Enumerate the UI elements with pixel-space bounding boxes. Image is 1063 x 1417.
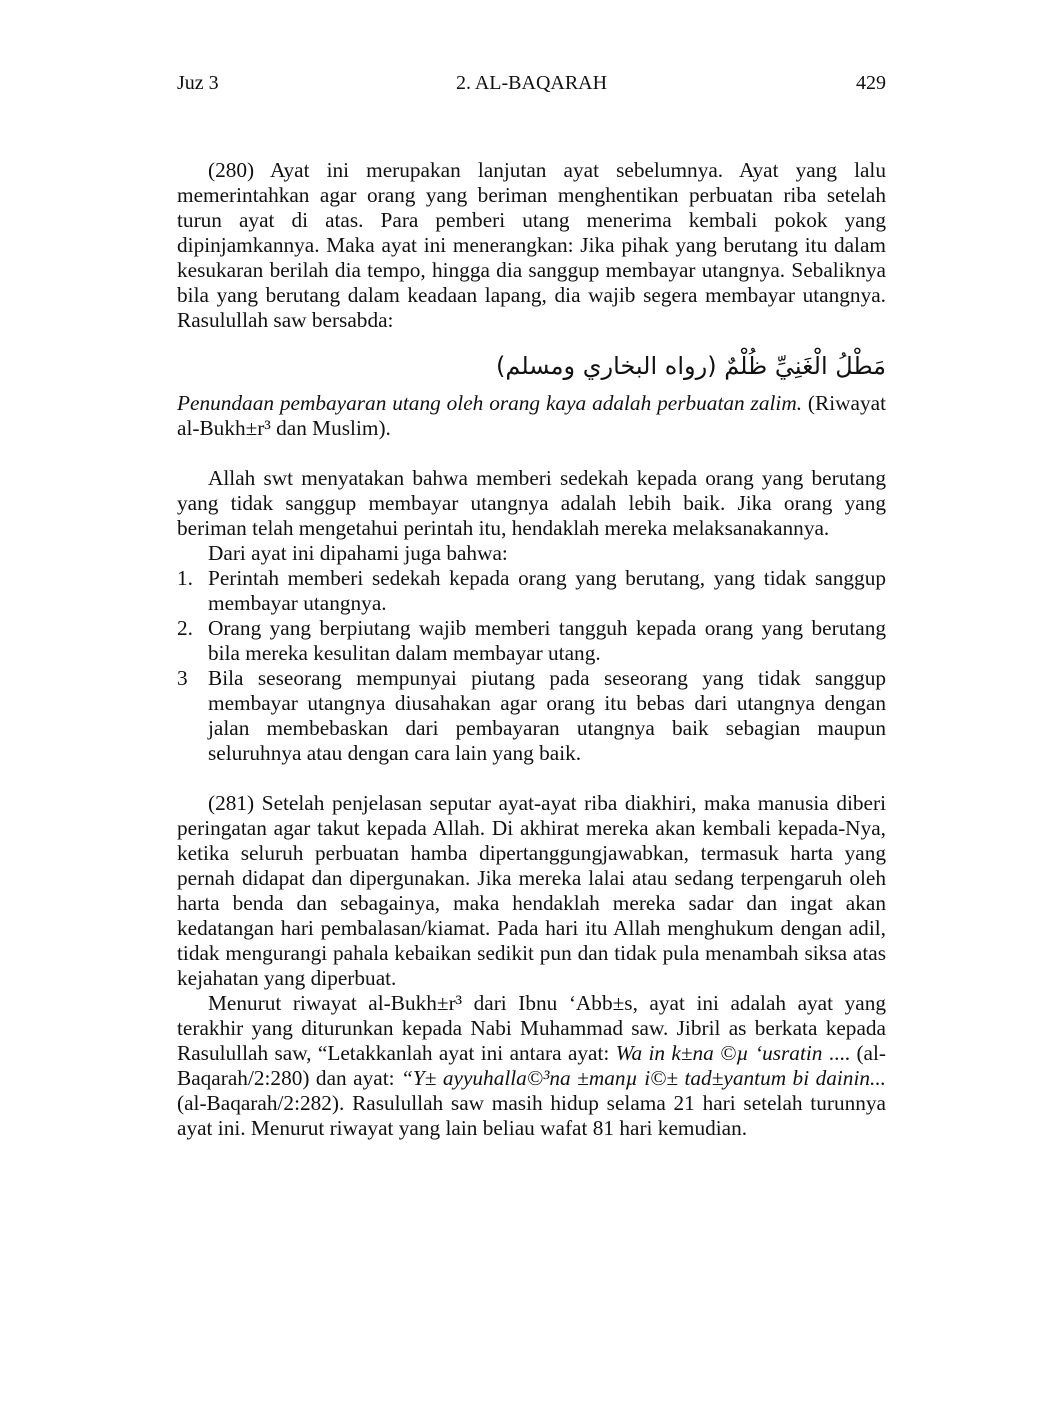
list-item (177, 616, 886, 666)
page-content (177, 158, 886, 1141)
numbered-list (177, 566, 886, 766)
hadith-arabic: مَطْلُ الْغَنِيِّ ظُلْمٌ (رواه البخاري ومسلم) (495, 352, 886, 380)
paragraph-last-revealed (177, 991, 886, 1141)
transliteration-segment: Wa in k±na ©µ ‘usratin (615, 1041, 823, 1065)
page-number: 429 (856, 72, 886, 94)
hadith-source: (Riwayat al-Bukh±r³ dan Muslim). (177, 391, 886, 440)
surah-title: 2. AL-BAQARAH (455, 72, 608, 94)
list-item-number: 2. (177, 616, 193, 640)
hadith-translation-text: Penundaan pembayaran utang oleh orang kaya adalah perbuatan zalim. (177, 391, 803, 415)
spacer (177, 441, 886, 466)
spacer (177, 766, 886, 791)
list-item-text: Bila seseorang mempunyai piutang pada seseorang yang tidak sanggup membayar utangnya diusahakan agar orang itu bebas dari utangnya dengan jalan membebaskan dari pembayaran utangnya baik sebagian maupun seluruhnya atau dengan cara lain yang baik. (208, 666, 886, 765)
list-item-number: 1. (177, 566, 193, 590)
paragraph-allah: Allah swt menyatakan bahwa memberi sedekah kepada orang yang berutang yang tidak sanggup membayar utangnya adalah lebih baik. Jika orang yang beriman telah mengetahui perintah itu, hendaklah mereka melaksanakannya. (177, 466, 886, 540)
list-item-text: Orang yang berpiutang wajib memberi tangguh kepada orang yang berutang bila mereka kesulitan dalam membayar utang. (208, 616, 886, 665)
list-item (177, 666, 886, 766)
list-item-text: Perintah memberi sedekah kepada orang yang berutang, yang tidak sanggup membayar utangnya. (208, 566, 886, 615)
paragraph-dari: Dari ayat ini dipahami juga bahwa: (208, 541, 508, 565)
list-item (177, 566, 886, 616)
paragraph-verse-280: (280) Ayat ini merupakan lanjutan ayat sebelumnya. Ayat yang lalu memerintahkan agar orang yang beriman menghentikan perbuatan riba setelah turun ayat di atas. Para pemberi utang menerima kembali pokok yang dipinjamkannya. Maka ayat ini menerangkan: Jika pihak yang berutang itu dalam kesukaran berilah dia tempo, hingga dia sanggup membayar utangnya. Sebaliknya bila yang berutang dalam keadaan lapang, dia wajib segera membayar utangnya. Rasulullah saw bersabda: (177, 158, 886, 332)
text-segment: .... (al-Baqarah/2:280) dan ayat: (177, 1041, 886, 1090)
list-item-number: 3 (177, 666, 188, 690)
paragraph-verse-281: (281) Setelah penjelasan seputar ayat-ayat riba diakhiri, maka manusia diberi peringatan agar takut kepada Allah. Di akhirat mereka akan kembali kepada-Nya, ketika seluruh perbuatan hamba dipertanggungjawabkan, termasuk harta yang pernah didapat dan dipergunakan. Jika mereka lalai atau sedang terpengaruh oleh harta benda dan sebagainya, maka hendaklah mereka sadar dan ingat akan kedatangan hari pembalasan/kiamat. Pada hari itu Allah menghukum dengan adil, tidak mengurangi pahala kebaikan sedikit pun dan tidak pula menambah siksa atas kejahatan yang diperbuat. (177, 791, 886, 990)
juz-label: Juz 3 (177, 72, 219, 94)
text-segment: Menurut riwayat al-Bukh±r³ dari Ibnu ‘Abb±s, ayat ini adalah ayat yang terakhir yang diturunkan kepada Nabi Muhammad saw. Jibril as berkata kepada Rasulullah saw, “Letakkanlah ayat ini antara ayat: (177, 991, 886, 1065)
running-header (177, 72, 886, 98)
hadith-translation (177, 391, 886, 441)
transliteration-segment: “Y± ayyuhalla©³na ±manµ i©± tad±yantum bi dainin... (401, 1066, 886, 1090)
text-segment: (al-Baqarah/2:282). Rasulullah saw masih hidup selama 21 hari setelah turunnya ayat ini. Menurut riwayat yang lain beliau wafat 81 hari kemudian. (177, 1091, 886, 1140)
